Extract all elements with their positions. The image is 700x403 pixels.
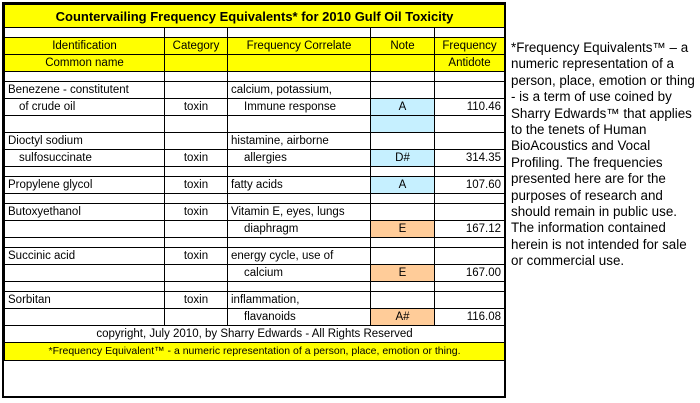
entry-note: E [371, 265, 435, 282]
entry-category: toxin [165, 150, 228, 167]
entry-category: toxin [165, 177, 228, 194]
header-row-1 [5, 38, 505, 55]
entry-correlate-cont: Immune response [228, 99, 371, 116]
entry-name: Propylene glycol [5, 177, 165, 194]
header-note: Note [371, 38, 435, 55]
copyright-text: copyright, July 2010, by Sharry Edwards - All Rights Reserved [5, 326, 505, 343]
entry-frequency: 107.60 [435, 177, 505, 194]
spreadsheet [2, 2, 506, 398]
header-row-2 [5, 55, 505, 72]
header-frequency-correlate: Frequency Correlate [228, 38, 371, 55]
entry-category: toxin [165, 248, 228, 265]
entry-note: A [371, 99, 435, 116]
entry-name: Butoxyethanol [5, 204, 165, 221]
entry-correlate-cont: allergies [228, 150, 371, 167]
entry-correlate: inflammation, [228, 292, 371, 309]
table-row [5, 150, 505, 167]
entry-note: A [371, 177, 435, 194]
entry-correlate: fatty acids [228, 177, 371, 194]
table-row [5, 265, 505, 282]
table-row [5, 248, 505, 265]
entry-correlate: energy cycle, use of [228, 248, 371, 265]
frequency-table [4, 4, 505, 361]
entry-correlate: histamine, airborne [228, 133, 371, 150]
entry-frequency: 116.08 [435, 309, 505, 326]
entry-correlate: calcium, potassium, [228, 82, 371, 99]
table-row [5, 204, 505, 221]
entry-name: Benezene - constitutent [5, 82, 165, 99]
side-note: *Frequency Equivalents™ – a numeric representation of a person, place, emotion or thing - is a term of use coined by Sharry Edwards™ that applies to the tenets of Human BioAcoustics and Vocal Profiling. The frequencies presented here are for the purposes of research and should remain in public use. The information contained herein is not intended for sale or commercial use. [511, 40, 695, 269]
entry-note: A# [371, 309, 435, 326]
table-row [5, 82, 505, 99]
entry-name-cont: of crude oil [5, 99, 165, 116]
entry-correlate-cont: flavanoids [228, 309, 371, 326]
entry-frequency: 167.12 [435, 221, 505, 238]
entry-note: D# [371, 150, 435, 167]
header-common-name: Common name [5, 55, 165, 72]
entry-frequency: 110.46 [435, 99, 505, 116]
copyright-row [5, 326, 505, 343]
header-antidote: Antidote [435, 55, 505, 72]
entry-category: toxin [165, 292, 228, 309]
header-category: Category [165, 38, 228, 55]
entry-correlate: Vitamin E, eyes, lungs [228, 204, 371, 221]
table-row [5, 133, 505, 150]
entry-frequency: 167.00 [435, 265, 505, 282]
entry-name: Succinic acid [5, 248, 165, 265]
header-identification: Identification [5, 38, 165, 55]
table-row [5, 177, 505, 194]
entry-correlate-cont: diaphragm [228, 221, 371, 238]
table-row [5, 292, 505, 309]
entry-category: toxin [165, 204, 228, 221]
table-row [5, 99, 505, 116]
footnote-text: *Frequency Equivalent™ - a numeric representation of a person, place, emotion or thing. [5, 343, 505, 361]
entry-category: toxin [165, 99, 228, 116]
table-row [5, 309, 505, 326]
footnote-row [5, 343, 505, 361]
entry-correlate-cont: calcium [228, 265, 371, 282]
entry-name-cont: sulfosuccinate [5, 150, 165, 167]
title-row [5, 5, 505, 28]
entry-note: E [371, 221, 435, 238]
table-row [5, 221, 505, 238]
entry-name: Dioctyl sodium [5, 133, 165, 150]
table-title: Countervailing Frequency Equivalents* for 2010 Gulf Oil Toxicity [5, 5, 505, 28]
entry-frequency: 314.35 [435, 150, 505, 167]
header-frequency: Frequency [435, 38, 505, 55]
entry-name: Sorbitan [5, 292, 165, 309]
